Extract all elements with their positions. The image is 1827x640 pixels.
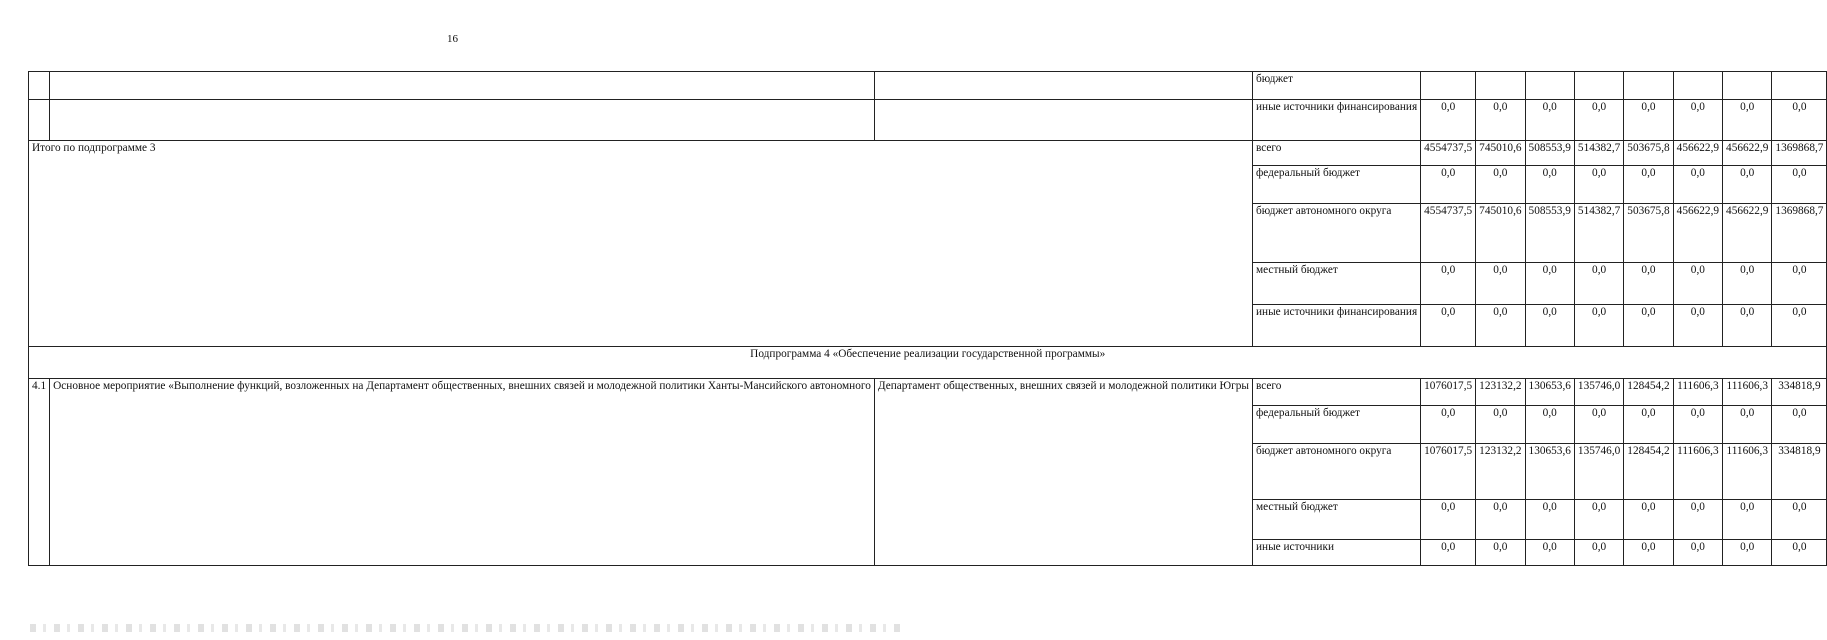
value-cell: 0,0 [1476,263,1525,305]
value-cell: 0,0 [1624,540,1673,566]
value-cell: 0,0 [1624,100,1673,141]
value-cell: 456622,9 [1723,141,1772,166]
value-cell: 0,0 [1723,406,1772,444]
value-cell: 0,0 [1476,540,1525,566]
value-cell: 0,0 [1476,406,1525,444]
table-row [29,100,1827,141]
value-cell: 334818,9 [1772,444,1827,500]
source-label: федеральный бюджет [1252,406,1420,444]
value-cell: 514382,7 [1574,141,1623,166]
value-cell: 111606,3 [1723,379,1772,406]
value-cell: 0,0 [1673,166,1722,204]
table-row [29,141,1827,166]
value-cell: 0,0 [1525,263,1574,305]
table-row [29,347,1827,379]
value-cell: 111606,3 [1673,444,1722,500]
source-label: бюджет [1252,72,1420,100]
source-label: бюджет автономного округа [1252,204,1420,263]
table-row [29,72,1827,100]
value-cell: 0,0 [1624,305,1673,347]
value-cell: 0,0 [1673,500,1722,540]
value-cell: 1076017,5 [1421,444,1476,500]
value-cell: 135746,0 [1574,444,1623,500]
value-cell: 0,0 [1421,166,1476,204]
value-cell: 745010,6 [1476,204,1525,263]
value-cell: 130653,6 [1525,379,1574,406]
value-cell: 0,0 [1525,166,1574,204]
value-cell: 0,0 [1772,263,1827,305]
total-label: Итого по подпрограмме 3 [29,141,1253,347]
value-cell: 4554737,5 [1421,141,1476,166]
value-cell: 0,0 [1525,406,1574,444]
value-cell: 456622,9 [1673,204,1722,263]
table-row [29,379,1827,406]
value-cell: 0,0 [1421,263,1476,305]
budget-table [28,71,1827,566]
value-cell: 0,0 [1476,500,1525,540]
value-cell: 0,0 [1673,540,1722,566]
source-label: местный бюджет [1252,263,1420,305]
source-label: иные источники финансирования [1252,100,1420,141]
source-label: местный бюджет [1252,500,1420,540]
value-cell: 0,0 [1525,540,1574,566]
value-cell: 0,0 [1574,540,1623,566]
page-number: 16 [447,33,458,45]
value-cell: 0,0 [1723,305,1772,347]
value-cell: 334818,9 [1772,379,1827,406]
cell-empty [29,72,50,100]
source-label: иные источники финансирования [1252,305,1420,347]
source-label: бюджет автономного округа [1252,444,1420,500]
value-cell: 1369868,7 [1772,204,1827,263]
value-cell: 0,0 [1476,166,1525,204]
value-cell: 0,0 [1673,100,1722,141]
value-cell: 0,0 [1673,406,1722,444]
value-cell: 514382,7 [1574,204,1623,263]
value-cell: 0,0 [1525,500,1574,540]
value-cell: 456622,9 [1673,141,1722,166]
value-cell: 0,0 [1574,500,1623,540]
source-label: всего [1252,379,1420,406]
value-cell: 0,0 [1772,540,1827,566]
value-cell: 456622,9 [1723,204,1772,263]
value-cell: 0,0 [1772,100,1827,141]
value-cell: 0,0 [1772,500,1827,540]
value-cell: 128454,2 [1624,444,1673,500]
source-label: всего [1252,141,1420,166]
value-cell: 4554737,5 [1421,204,1476,263]
value-cell: 0,0 [1476,305,1525,347]
value-cell: 0,0 [1673,263,1722,305]
value-cell: 123132,2 [1476,379,1525,406]
value-cell: 0,0 [1723,540,1772,566]
value-cell: 135746,0 [1574,379,1623,406]
value-cell: 0,0 [1574,406,1623,444]
value-cell: 0,0 [1624,406,1673,444]
value-cell: 508553,9 [1525,204,1574,263]
value-cell: 0,0 [1723,100,1772,141]
value-cell: 503675,8 [1624,141,1673,166]
value-cell: 1076017,5 [1421,379,1476,406]
value-cell: 0,0 [1574,100,1623,141]
item-executor: Департамент общественных, внешних связей и молодежной политики Югры [874,379,1252,566]
value-cell: 130653,6 [1525,444,1574,500]
value-cell: 0,0 [1772,305,1827,347]
value-cell: 111606,3 [1673,379,1722,406]
value-cell: 0,0 [1525,100,1574,141]
cell-empty [874,72,1252,100]
value-cell: 0,0 [1421,406,1476,444]
value-cell: 1369868,7 [1772,141,1827,166]
value-cell: 0,0 [1421,540,1476,566]
value-cell: 745010,6 [1476,141,1525,166]
value-cell: 0,0 [1772,166,1827,204]
source-label: иные источники [1252,540,1420,566]
value-cell: 503675,8 [1624,204,1673,263]
value-cell: 0,0 [1421,100,1476,141]
value-cell: 0,0 [1723,263,1772,305]
value-cell: 128454,2 [1624,379,1673,406]
value-cell: 0,0 [1421,305,1476,347]
item-name: Основное мероприятие «Выполнение функций, возложенных на Департамент общественных, внешних связей и молодежной политики Ханты-Мансийского автономного [50,379,875,566]
value-cell: 0,0 [1772,406,1827,444]
value-cell: 0,0 [1574,263,1623,305]
value-cell: 0,0 [1624,166,1673,204]
value-cell: 0,0 [1723,166,1772,204]
item-number: 4.1 [29,379,50,566]
scan-artifact [30,624,900,632]
value-cell: 0,0 [1624,263,1673,305]
value-cell: 123132,2 [1476,444,1525,500]
value-cell: 0,0 [1574,166,1623,204]
value-cell: 0,0 [1624,500,1673,540]
subprogram-header: Подпрограмма 4 «Обеспечение реализации государственной программы» [29,347,1827,379]
value-cell: 0,0 [1673,305,1722,347]
source-label: федеральный бюджет [1252,166,1420,204]
value-cell: 0,0 [1723,500,1772,540]
value-cell: 0,0 [1574,305,1623,347]
value-cell: 508553,9 [1525,141,1574,166]
value-cell: 0,0 [1525,305,1574,347]
value-cell: 0,0 [1476,100,1525,141]
cell-empty [50,72,875,100]
value-cell: 111606,3 [1723,444,1772,500]
value-cell: 0,0 [1421,500,1476,540]
